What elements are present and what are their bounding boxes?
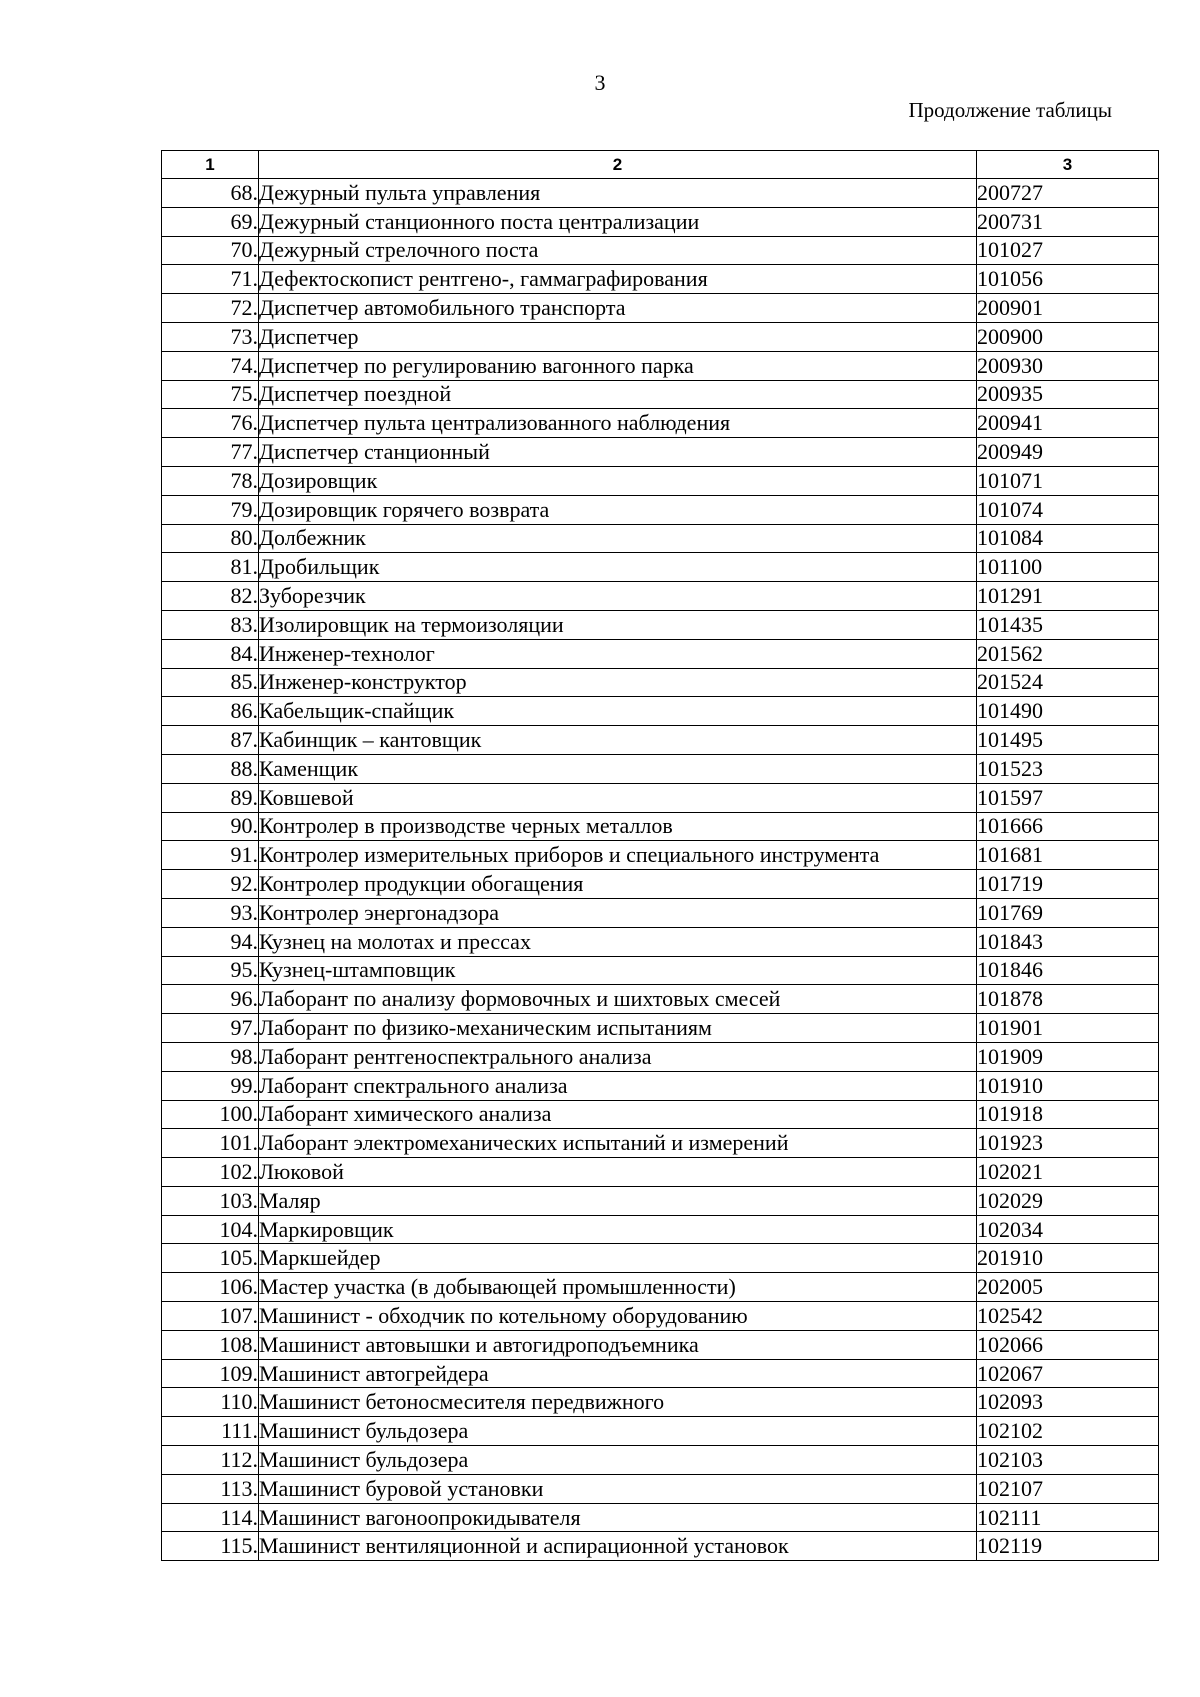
- row-number: 99.: [162, 1071, 259, 1100]
- profession-code: 101681: [977, 841, 1159, 870]
- row-number: 111.: [162, 1417, 259, 1446]
- profession-name: Мастер участка (в добывающей промышленности): [259, 1273, 977, 1302]
- row-number: 89.: [162, 783, 259, 812]
- row-number: 81.: [162, 553, 259, 582]
- table-row: [162, 870, 1159, 899]
- professions-table: [161, 150, 1159, 1561]
- profession-name: Дозировщик горячего возврата: [259, 495, 977, 524]
- row-number: 70.: [162, 236, 259, 265]
- profession-name: Кабинщик – кантовщик: [259, 726, 977, 755]
- row-number: 72.: [162, 294, 259, 323]
- table-row: [162, 1273, 1159, 1302]
- profession-code: 101071: [977, 466, 1159, 495]
- table-row: [162, 1244, 1159, 1273]
- profession-code: 201562: [977, 639, 1159, 668]
- table-row: [162, 898, 1159, 927]
- profession-code: 102103: [977, 1446, 1159, 1475]
- row-number: 109.: [162, 1359, 259, 1388]
- profession-code: 101490: [977, 697, 1159, 726]
- table-row: [162, 236, 1159, 265]
- row-number: 77.: [162, 438, 259, 467]
- table-row: [162, 1215, 1159, 1244]
- profession-code: 200900: [977, 322, 1159, 351]
- profession-name: Машинист буровой установки: [259, 1474, 977, 1503]
- profession-code: 101495: [977, 726, 1159, 755]
- table-row: [162, 294, 1159, 323]
- row-number: 78.: [162, 466, 259, 495]
- profession-code: 101597: [977, 783, 1159, 812]
- row-number: 105.: [162, 1244, 259, 1273]
- profession-name: Изолировщик на термоизоляции: [259, 610, 977, 639]
- profession-name: Маркшейдер: [259, 1244, 977, 1273]
- profession-code: 102102: [977, 1417, 1159, 1446]
- profession-code: 101084: [977, 524, 1159, 553]
- table-row: [162, 1100, 1159, 1129]
- table-row: [162, 610, 1159, 639]
- row-number: 82.: [162, 582, 259, 611]
- profession-code: 101074: [977, 495, 1159, 524]
- row-number: 88.: [162, 754, 259, 783]
- row-number: 110.: [162, 1388, 259, 1417]
- profession-code: 200941: [977, 409, 1159, 438]
- continuation-label: Продолжение таблицы: [908, 98, 1112, 122]
- row-number: 71.: [162, 265, 259, 294]
- profession-name: Машинист автогрейдера: [259, 1359, 977, 1388]
- profession-code: 102034: [977, 1215, 1159, 1244]
- profession-name: Диспетчер станционный: [259, 438, 977, 467]
- row-number: 76.: [162, 409, 259, 438]
- table-row: [162, 1302, 1159, 1331]
- row-number: 86.: [162, 697, 259, 726]
- table-row: [162, 1446, 1159, 1475]
- row-number: 84.: [162, 639, 259, 668]
- table-row: [162, 207, 1159, 236]
- row-number: 69.: [162, 207, 259, 236]
- profession-code: 101523: [977, 754, 1159, 783]
- table-row: [162, 956, 1159, 985]
- row-number: 115.: [162, 1532, 259, 1561]
- row-number: 92.: [162, 870, 259, 899]
- row-number: 80.: [162, 524, 259, 553]
- profession-code: 101909: [977, 1042, 1159, 1071]
- profession-name: Маркировщик: [259, 1215, 977, 1244]
- profession-name: Инженер-конструктор: [259, 668, 977, 697]
- profession-code: 101910: [977, 1071, 1159, 1100]
- table-row: [162, 1503, 1159, 1532]
- row-number: 102.: [162, 1158, 259, 1187]
- profession-name: Лаборант по физико-механическим испытаниям: [259, 1014, 977, 1043]
- table-row: [162, 409, 1159, 438]
- table-row: [162, 812, 1159, 841]
- profession-name: Маляр: [259, 1186, 977, 1215]
- profession-code: 200949: [977, 438, 1159, 467]
- table-row: [162, 1417, 1159, 1446]
- profession-code: 101843: [977, 927, 1159, 956]
- row-number: 93.: [162, 898, 259, 927]
- profession-name: Лаборант рентгеноспектрального анализа: [259, 1042, 977, 1071]
- table-row: [162, 754, 1159, 783]
- table-row: [162, 1071, 1159, 1100]
- table-row: [162, 1158, 1159, 1187]
- row-number: 96.: [162, 985, 259, 1014]
- header-row: [162, 151, 1159, 179]
- profession-name: Лаборант по анализу формовочных и шихтовых смесей: [259, 985, 977, 1014]
- table-row: [162, 668, 1159, 697]
- row-number: 68.: [162, 179, 259, 208]
- profession-code: 200930: [977, 351, 1159, 380]
- profession-code: 102021: [977, 1158, 1159, 1187]
- table-row: [162, 697, 1159, 726]
- table-row: [162, 582, 1159, 611]
- profession-code: 101666: [977, 812, 1159, 841]
- profession-name: Каменщик: [259, 754, 977, 783]
- row-number: 74.: [162, 351, 259, 380]
- table-row: [162, 322, 1159, 351]
- profession-name: Дежурный пульта управления: [259, 179, 977, 208]
- profession-name: Контролер измерительных приборов и специального инструмента: [259, 841, 977, 870]
- profession-code: 101435: [977, 610, 1159, 639]
- table-row: [162, 927, 1159, 956]
- table-row: [162, 985, 1159, 1014]
- row-number: 83.: [162, 610, 259, 639]
- profession-name: Машинист вентиляционной и аспирационной установок: [259, 1532, 977, 1561]
- profession-name: Машинист бульдозера: [259, 1446, 977, 1475]
- table-row: [162, 179, 1159, 208]
- row-number: 114.: [162, 1503, 259, 1532]
- table-row: [162, 495, 1159, 524]
- row-number: 108.: [162, 1330, 259, 1359]
- profession-name: Люковой: [259, 1158, 977, 1187]
- table-row: [162, 1388, 1159, 1417]
- row-number: 101.: [162, 1129, 259, 1158]
- table-row: [162, 438, 1159, 467]
- table-row: [162, 466, 1159, 495]
- profession-name: Машинист вагоноопрокидывателя: [259, 1503, 977, 1532]
- profession-code: 101719: [977, 870, 1159, 899]
- table-row: [162, 1014, 1159, 1043]
- row-number: 113.: [162, 1474, 259, 1503]
- profession-name: Машинист бульдозера: [259, 1417, 977, 1446]
- row-number: 98.: [162, 1042, 259, 1071]
- row-number: 90.: [162, 812, 259, 841]
- table-header: [162, 151, 1159, 179]
- profession-name: Лаборант спектрального анализа: [259, 1071, 977, 1100]
- profession-name: Дежурный стрелочного поста: [259, 236, 977, 265]
- profession-code: 102111: [977, 1503, 1159, 1532]
- row-number: 91.: [162, 841, 259, 870]
- row-number: 87.: [162, 726, 259, 755]
- row-number: 104.: [162, 1215, 259, 1244]
- profession-name: Ковшевой: [259, 783, 977, 812]
- row-number: 85.: [162, 668, 259, 697]
- profession-name: Машинист автовышки и автогидроподъемника: [259, 1330, 977, 1359]
- row-number: 75.: [162, 380, 259, 409]
- table-row: [162, 1532, 1159, 1561]
- profession-name: Диспетчер по регулированию вагонного парка: [259, 351, 977, 380]
- row-number: 112.: [162, 1446, 259, 1475]
- profession-code: 102066: [977, 1330, 1159, 1359]
- table-row: [162, 1042, 1159, 1071]
- table-row: [162, 1186, 1159, 1215]
- table-row: [162, 841, 1159, 870]
- profession-name: Диспетчер: [259, 322, 977, 351]
- header-col-1: 1: [162, 151, 259, 179]
- header-col-3: 3: [977, 151, 1159, 179]
- profession-name: Диспетчер автомобильного транспорта: [259, 294, 977, 323]
- table-row: [162, 1359, 1159, 1388]
- table-row: [162, 351, 1159, 380]
- profession-code: 201524: [977, 668, 1159, 697]
- profession-code: 201910: [977, 1244, 1159, 1273]
- row-number: 97.: [162, 1014, 259, 1043]
- table-row: [162, 524, 1159, 553]
- profession-name: Машинист - обходчик по котельному оборудованию: [259, 1302, 977, 1331]
- profession-name: Дробильщик: [259, 553, 977, 582]
- profession-code: 200935: [977, 380, 1159, 409]
- row-number: 103.: [162, 1186, 259, 1215]
- profession-code: 101100: [977, 553, 1159, 582]
- table-row: [162, 380, 1159, 409]
- profession-code: 101769: [977, 898, 1159, 927]
- profession-code: 101923: [977, 1129, 1159, 1158]
- profession-name: Контролер продукции обогащения: [259, 870, 977, 899]
- table-row: [162, 1330, 1159, 1359]
- profession-name: Зуборезчик: [259, 582, 977, 611]
- table-body: [162, 179, 1159, 1561]
- row-number: 100.: [162, 1100, 259, 1129]
- profession-name: Дозировщик: [259, 466, 977, 495]
- row-number: 107.: [162, 1302, 259, 1331]
- profession-code: 200727: [977, 179, 1159, 208]
- profession-code: 101901: [977, 1014, 1159, 1043]
- table-row: [162, 639, 1159, 668]
- profession-name: Лаборант химического анализа: [259, 1100, 977, 1129]
- row-number: 79.: [162, 495, 259, 524]
- profession-code: 102119: [977, 1532, 1159, 1561]
- profession-code: 101291: [977, 582, 1159, 611]
- row-number: 94.: [162, 927, 259, 956]
- profession-name: Дежурный станционного поста централизации: [259, 207, 977, 236]
- table-row: [162, 553, 1159, 582]
- profession-name: Контролер энергонадзора: [259, 898, 977, 927]
- table-row: [162, 1129, 1159, 1158]
- table-row: [162, 726, 1159, 755]
- profession-name: Контролер в производстве черных металлов: [259, 812, 977, 841]
- profession-name: Диспетчер пульта централизованного наблюдения: [259, 409, 977, 438]
- header-col-2: 2: [259, 151, 977, 179]
- page-number: 3: [594, 70, 606, 95]
- row-number: 73.: [162, 322, 259, 351]
- profession-name: Лаборант электромеханических испытаний и измерений: [259, 1129, 977, 1158]
- row-number: 106.: [162, 1273, 259, 1302]
- profession-code: 102067: [977, 1359, 1159, 1388]
- profession-code: 101027: [977, 236, 1159, 265]
- profession-code: 101846: [977, 956, 1159, 985]
- profession-name: Дефектоскопист рентгено-, гаммаграфирования: [259, 265, 977, 294]
- profession-name: Инженер-технолог: [259, 639, 977, 668]
- profession-code: 101056: [977, 265, 1159, 294]
- row-number: 95.: [162, 956, 259, 985]
- profession-code: 200901: [977, 294, 1159, 323]
- profession-code: 200731: [977, 207, 1159, 236]
- profession-code: 102542: [977, 1302, 1159, 1331]
- profession-name: Машинист бетоносмесителя передвижного: [259, 1388, 977, 1417]
- profession-name: Долбежник: [259, 524, 977, 553]
- profession-name: Кабельщик-спайщик: [259, 697, 977, 726]
- table-row: [162, 265, 1159, 294]
- profession-code: 101918: [977, 1100, 1159, 1129]
- profession-name: Кузнец на молотах и прессах: [259, 927, 977, 956]
- profession-code: 202005: [977, 1273, 1159, 1302]
- profession-code: 102029: [977, 1186, 1159, 1215]
- profession-code: 101878: [977, 985, 1159, 1014]
- profession-name: Диспетчер поездной: [259, 380, 977, 409]
- table-row: [162, 1474, 1159, 1503]
- table-row: [162, 783, 1159, 812]
- profession-code: 102107: [977, 1474, 1159, 1503]
- profession-code: 102093: [977, 1388, 1159, 1417]
- profession-name: Кузнец-штамповщик: [259, 956, 977, 985]
